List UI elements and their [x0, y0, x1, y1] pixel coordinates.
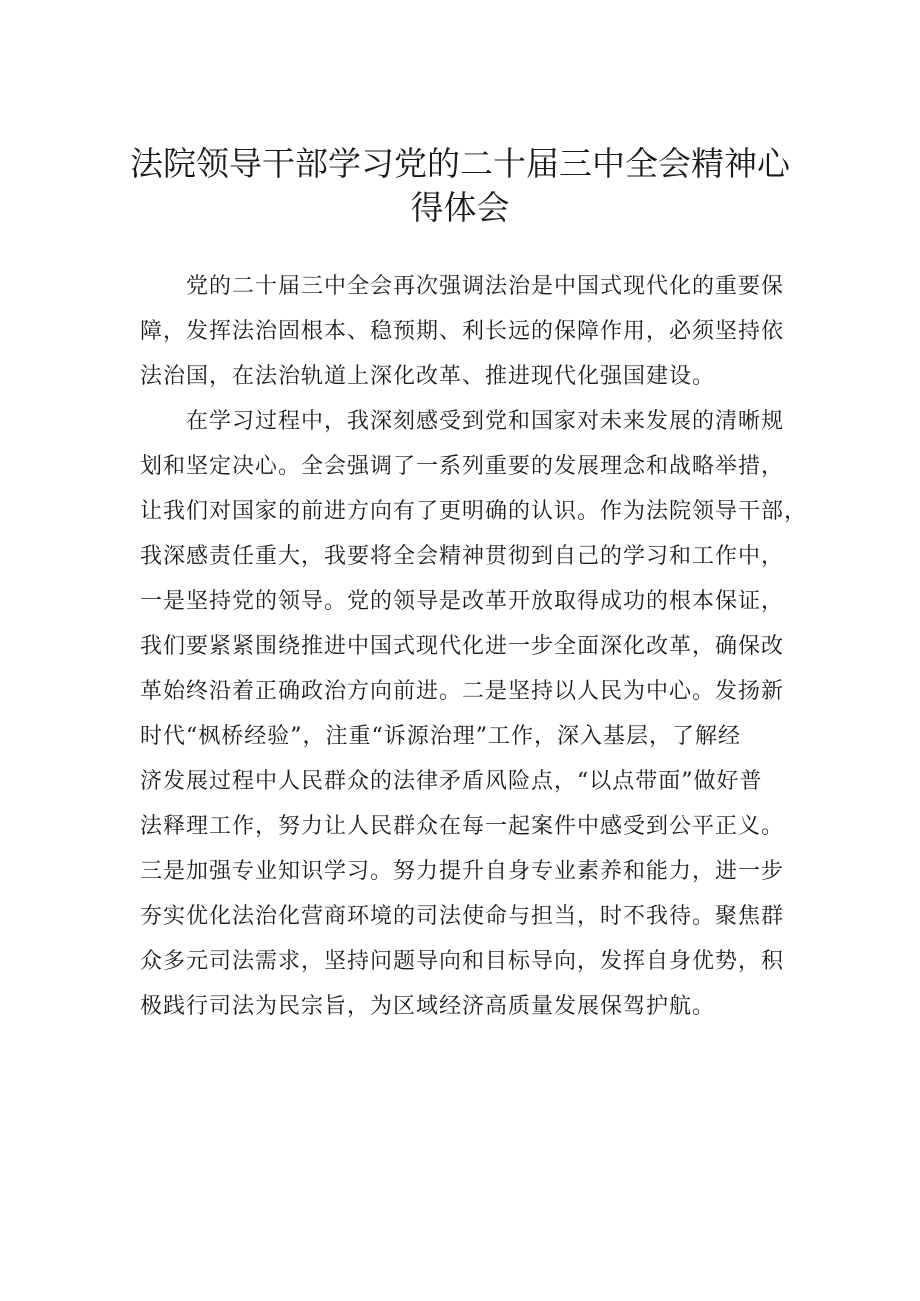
paragraph-line: 极践行司法为民宗旨，为区域经济高质量发展保驾护航。	[140, 994, 716, 1019]
paragraph-line: 三是加强专业知识学习。努力提升自身专业素养和能力，进一步	[140, 859, 785, 884]
paragraph-line: 众多元司法需求，坚持问题导向和目标导向，发挥自身优势，积	[140, 949, 785, 974]
paragraph-line: 法释理工作，努力让人民群众在每一起案件中感受到公平正义。	[140, 814, 785, 839]
paragraph-line: 夯实优化法治化营商环境的司法使命与担当，时不我待。聚焦群	[140, 904, 785, 929]
paragraph-line: 障，发挥法治固根本、稳预期、利长远的保障作用，必须坚持依	[140, 319, 785, 344]
paragraph-line: 划和坚定决心。全会强调了一系列重要的发展理念和战略举措，	[140, 454, 785, 479]
paragraph-line: 让我们对国家的前进方向有了更明确的认识。作为法院领导干部，	[140, 499, 808, 524]
paragraph-line: 我深感责任重大，我要将全会精神贯彻到自己的学习和工作中，	[140, 544, 785, 569]
paragraph-line: 我们要紧紧围绕推进中国式现代化进一步全面深化改革，确保改	[140, 634, 785, 659]
document-title	[120, 142, 800, 230]
paragraph-line: 时代“枫桥经验”，注重“诉源治理”工作，深入基层，了解经	[140, 724, 741, 749]
title-line: 得体会	[410, 188, 510, 227]
paragraph-1	[140, 264, 800, 399]
paragraph-2	[140, 399, 808, 1029]
paragraph-line: 法治国，在法治轨道上深化改革、推进现代化强国建设。	[140, 364, 716, 389]
document-body	[140, 264, 808, 1029]
paragraph-line: 济发展过程中人民群众的法律矛盾风险点，“以点带面”做好普	[140, 769, 763, 794]
paragraph-line: 革始终沿着正确政治方向前进。二是坚持以人民为中心。发扬新	[140, 679, 785, 704]
title-line: 法院领导干部学习党的二十届三中全会精神心	[130, 144, 790, 183]
paragraph-line: 党的二十届三中全会再次强调法治是中国式现代化的重要保	[186, 274, 785, 299]
paragraph-line: 一是坚持党的领导。党的领导是改革开放取得成功的根本保证，	[140, 589, 785, 614]
paragraph-line: 在学习过程中，我深刻感受到党和国家对未来发展的清晰规	[186, 409, 785, 434]
